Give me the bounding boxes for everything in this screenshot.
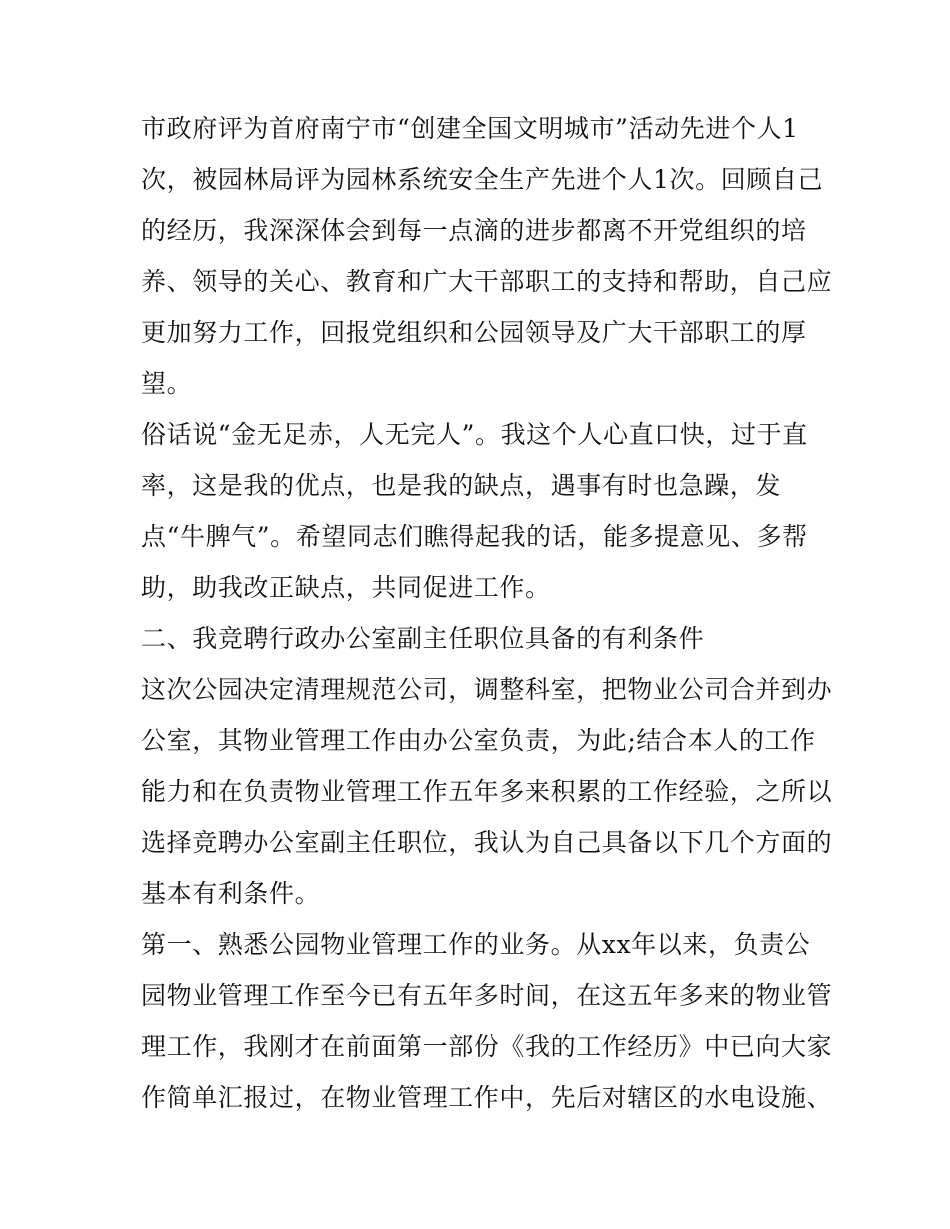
text-line: 更加努力工作，回报党组织和公园领导及广大干部职工的厚 — [141, 318, 807, 347]
text-line: 选择竞聘办公室副主任职位，我认为自己具备以下几个方面的 — [141, 828, 833, 857]
text-line: 理工作，我刚才在前面第一部份《我的工作经历》中已向大家 — [141, 1032, 833, 1061]
text-line: 公室，其物业管理工作由办公室负责，为此;结合本人的工作 — [141, 726, 816, 755]
text-line: 的经历，我深深体会到每一点滴的进步都离不开党组织的培 — [141, 216, 807, 245]
text-line: 第一、熟悉公园物业管理工作的业务。从xx年以来，负责公 — [141, 930, 811, 959]
text-line: 养、领导的关心、教育和广大干部职工的支持和帮助，自己应 — [141, 267, 833, 296]
text-line: 作简单汇报过，在物业管理工作中，先后对辖区的水电设施、 — [141, 1083, 833, 1112]
text-line: 市政府评为首府南宁市“创建全国文明城市”活动先进个人1 — [141, 114, 799, 143]
text-line: 助，助我改正缺点，共同促进工作。 — [141, 573, 551, 602]
text-line: 这次公园决定清理规范公司，调整科室，把物业公司合并到办 — [141, 675, 833, 704]
text-line: 能力和在负责物业管理工作五年多来积累的工作经验，之所以 — [141, 777, 833, 806]
document-body — [141, 103, 833, 1123]
text-line: 基本有利条件。 — [141, 879, 321, 908]
section-heading: 二、我竞聘行政办公室副主任职位具备的有利条件 — [141, 624, 705, 653]
text-line: 俗话说“金无足赤，人无完人”。我这个人心直口快，过于直 — [141, 420, 808, 449]
text-line: 率，这是我的优点，也是我的缺点，遇事有时也急躁，发 — [141, 471, 782, 500]
text-line: 次，被园林局评为园林系统安全生产先进个人1次。回顾自己 — [141, 165, 824, 194]
text-line: 园物业管理工作至今已有五年多时间，在这五年多来的物业管 — [141, 981, 833, 1010]
text-line: 点“牛脾气”。希望同志们瞧得起我的话，能多提意见、多帮 — [141, 522, 808, 551]
text-line: 望。 — [141, 369, 193, 398]
